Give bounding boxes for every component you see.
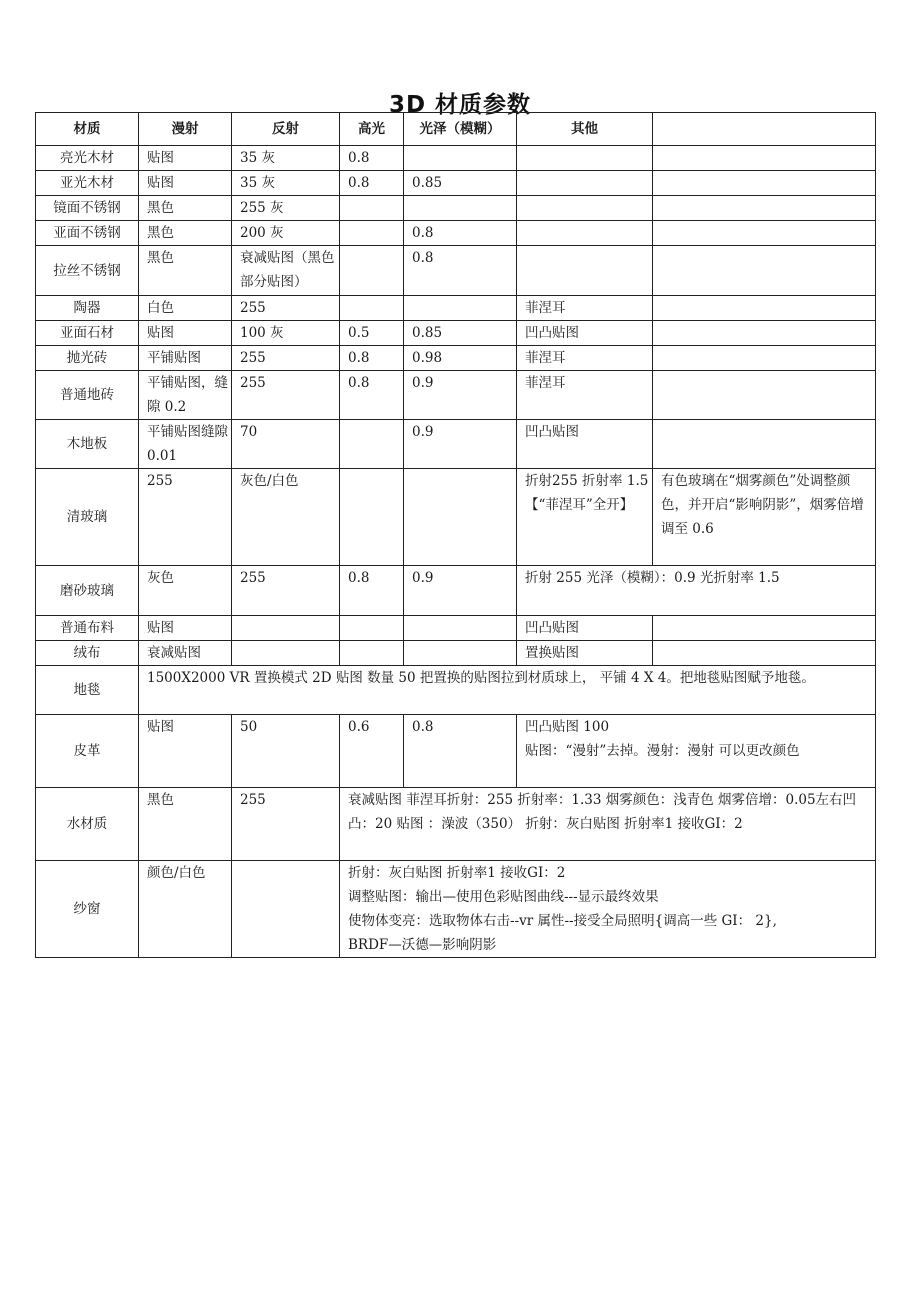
cell-diffuse: 贴图 [139,715,232,788]
cell-material: 水材质 [36,788,139,861]
cell-glossiness: 0.9 [404,420,517,469]
table-row [36,641,876,666]
cell-extra [653,346,876,371]
cell-diffuse: 黑色 [139,196,232,221]
cell-reflection [232,616,340,641]
cell-highlight [340,196,404,221]
cell-glossiness [404,296,517,321]
table-row [36,861,876,958]
cell-other [517,246,653,296]
cell-glossiness [404,196,517,221]
cell-diffuse: 白色 [139,296,232,321]
leather-other-line-1: 凹凸贴图 100 [525,719,610,735]
cell-glossiness [404,469,517,566]
cell-highlight: 0.8 [340,346,404,371]
cell-glossiness [404,146,517,171]
table-row [36,566,876,616]
cell-reflection: 255 [232,346,340,371]
cell-reflection: 255 [232,566,340,616]
table-row [36,296,876,321]
cell-material: 绒布 [36,641,139,666]
cell-extra [653,641,876,666]
header-diffuse: 漫射 [139,113,232,146]
header-reflection: 反射 [232,113,340,146]
cell-reflection: 35 灰 [232,146,340,171]
cell-extra [653,146,876,171]
table-row [36,616,876,641]
cell-highlight [340,246,404,296]
table-row [36,221,876,246]
cell-reflection [232,861,340,958]
cell-water-params-merged: 衰减贴图 菲涅耳折射：255 折射率：1.33 烟雾颜色：浅青色 烟雾倍增：0.05左右凹凸：20 贴图 ：澡波（350） 折射：灰白贴图 折射率1 接收GI：2 [340,788,876,861]
cell-reflection [232,641,340,666]
table-row [36,196,876,221]
cell-highlight: 0.5 [340,321,404,346]
cell-highlight [340,296,404,321]
table-row [36,666,876,715]
cell-material: 纱窗 [36,861,139,958]
cell-glossiness: 0.8 [404,715,517,788]
cell-highlight [340,616,404,641]
cell-reflection: 255 灰 [232,196,340,221]
leather-other-line-2: 贴图：“漫射”去掉。漫射：漫射 可以更改颜色 [525,743,800,759]
cell-diffuse: 颜色/白色 [139,861,232,958]
screen-line-2: 调整贴图：输出—使用色彩贴图曲线---显示最终效果 [348,889,659,905]
cell-diffuse: 贴图 [139,321,232,346]
cell-material: 拉丝不锈钢 [36,246,139,296]
cell-extra [653,616,876,641]
table-row [36,246,876,296]
page-title: 3D 材质参数 [388,92,532,118]
cell-other: 凹凸贴图 [517,321,653,346]
cell-diffuse: 平铺贴图 [139,346,232,371]
cell-other: 凹凸贴图 [517,616,653,641]
header-highlight: 高光 [340,113,404,146]
cell-other: 折射255 折射率 1.5【“菲涅耳”全开】 [517,469,653,566]
cell-highlight [340,469,404,566]
header-glossiness: 光泽（模糊） [404,113,517,146]
cell-reflection: 50 [232,715,340,788]
cell-extra [653,196,876,221]
cell-extra [653,296,876,321]
table-row [36,146,876,171]
cell-highlight: 0.8 [340,371,404,420]
cell-glossiness: 0.8 [404,246,517,296]
cell-material: 清玻璃 [36,469,139,566]
cell-other: 置换贴图 [517,641,653,666]
cell-highlight [340,420,404,469]
cell-material: 普通地砖 [36,371,139,420]
cell-reflection: 255 [232,788,340,861]
cell-reflection: 35 灰 [232,171,340,196]
cell-reflection: 70 [232,420,340,469]
cell-extra [653,171,876,196]
cell-material: 陶器 [36,296,139,321]
cell-highlight [340,221,404,246]
cell-glossiness: 0.9 [404,566,517,616]
cell-material: 地毯 [36,666,139,715]
cell-reflection: 200 灰 [232,221,340,246]
cell-material: 镜面不锈钢 [36,196,139,221]
cell-reflection: 100 灰 [232,321,340,346]
cell-extra: 有色玻璃在“烟雾颜色”处调整颜色，并开启“影响阴影”，烟雾倍增调至 0.6 [653,469,876,566]
header-other: 其他 [517,113,653,146]
cell-diffuse: 衰减贴图 [139,641,232,666]
cell-diffuse: 灰色 [139,566,232,616]
cell-highlight [340,641,404,666]
cell-diffuse: 黑色 [139,246,232,296]
cell-other: 菲涅耳 [517,296,653,321]
cell-reflection: 衰减贴图（黑色部分贴图） [232,246,340,296]
cell-diffuse: 贴图 [139,616,232,641]
cell-glossiness [404,616,517,641]
cell-glossiness: 0.9 [404,371,517,420]
cell-other [517,196,653,221]
screen-line-4: BRDF—沃德—影响阴影 [348,937,497,953]
cell-extra [653,420,876,469]
cell-diffuse: 平铺贴图，缝隙 0.2 [139,371,232,420]
cell-description-merged: 1500X2000 VR 置换模式 2D 贴图 数量 50 把置换的贴图拉到材质球上， 平铺 4 X 4。把地毯贴图赋予地毯。 [139,666,876,715]
cell-glossiness [404,641,517,666]
cell-material: 普通布料 [36,616,139,641]
cell-extra [653,246,876,296]
cell-other-merged [517,715,876,788]
cell-glossiness: 0.8 [404,221,517,246]
table-row [36,171,876,196]
cell-diffuse: 黑色 [139,788,232,861]
cell-reflection: 灰色/白色 [232,469,340,566]
cell-reflection: 255 [232,296,340,321]
cell-extra [653,321,876,346]
cell-other: 菲涅耳 [517,346,653,371]
cell-extra [653,371,876,420]
cell-material: 亚光木材 [36,171,139,196]
table-header-row [36,113,876,146]
cell-other: 菲涅耳 [517,371,653,420]
cell-material: 木地板 [36,420,139,469]
cell-glossiness: 0.85 [404,171,517,196]
table-row [36,420,876,469]
screen-line-1: 折射：灰白贴图 折射率1 接收GI：2 [348,865,566,881]
cell-material: 亚面不锈钢 [36,221,139,246]
header-material: 材质 [36,113,139,146]
cell-screen-params-merged [340,861,876,958]
cell-highlight: 0.8 [340,171,404,196]
cell-extra [653,221,876,246]
cell-material: 磨砂玻璃 [36,566,139,616]
material-parameter-table [35,112,876,958]
cell-diffuse: 平铺贴图缝隙 0.01 [139,420,232,469]
cell-highlight: 0.6 [340,715,404,788]
cell-diffuse: 贴图 [139,146,232,171]
cell-other: 凹凸贴图 [517,420,653,469]
cell-other [517,221,653,246]
cell-material: 亮光木材 [36,146,139,171]
table-row [36,321,876,346]
cell-other-merged: 折射 255 光泽（模糊）：0.9 光折射率 1.5 [517,566,876,616]
screen-line-3: 使物体变亮：选取物体右击--vr 属性--接受全局照明{调高一些 GI： 2}, [348,913,777,929]
cell-diffuse: 255 [139,469,232,566]
cell-material: 抛光砖 [36,346,139,371]
table-row [36,469,876,566]
header-blank [653,113,876,146]
cell-glossiness: 0.98 [404,346,517,371]
table-row [36,715,876,788]
cell-other [517,146,653,171]
cell-diffuse: 黑色 [139,221,232,246]
table-row [36,371,876,420]
table-row [36,788,876,861]
cell-material: 亚面石材 [36,321,139,346]
cell-highlight: 0.8 [340,566,404,616]
cell-material: 皮革 [36,715,139,788]
cell-highlight: 0.8 [340,146,404,171]
cell-glossiness: 0.85 [404,321,517,346]
cell-diffuse: 贴图 [139,171,232,196]
table-row [36,346,876,371]
cell-reflection: 255 [232,371,340,420]
cell-other [517,171,653,196]
